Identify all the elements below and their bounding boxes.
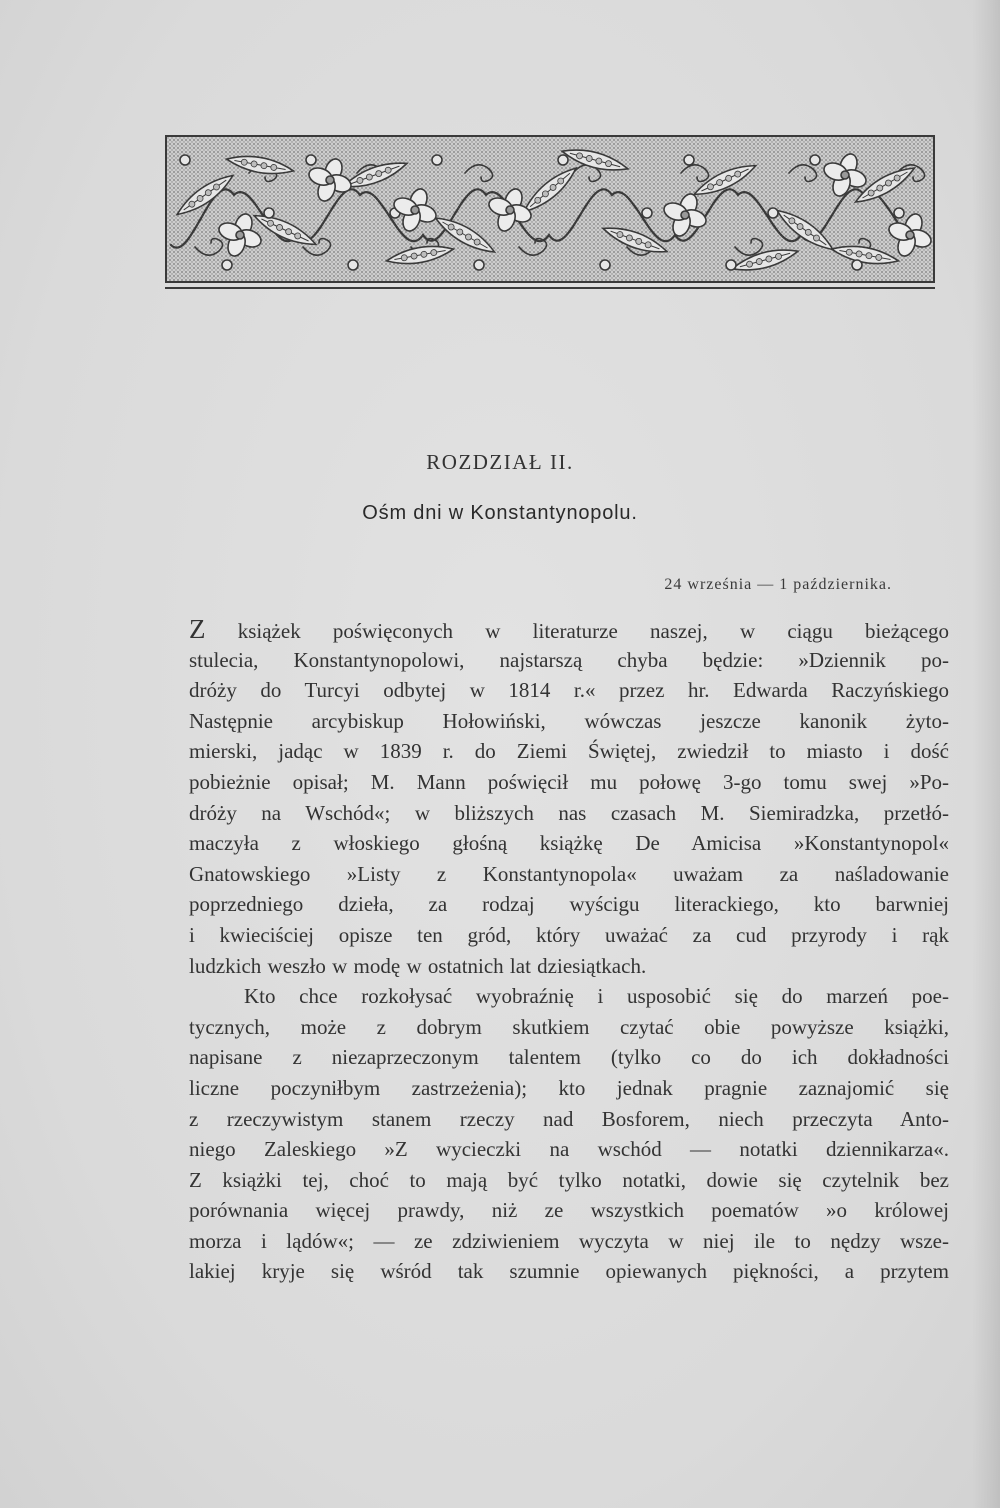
page-edge-shadow — [972, 0, 1000, 1508]
bud-icon — [474, 260, 484, 270]
text-line: poprzedniego dzieła, za rodzaj wyścigu literackiego, kto barwniej — [189, 892, 949, 917]
text-line: niego Zaleskiego »Z wycieczki na wschód — notatki dziennikarza«. — [189, 1137, 949, 1162]
bud-icon — [642, 208, 652, 218]
text-line: napisane z niezaprzeczonym talentem (tylko co do ich dokładności — [189, 1045, 949, 1070]
body-text — [189, 614, 949, 1287]
bud-icon — [222, 260, 232, 270]
bud-icon — [264, 208, 274, 218]
text-line: pobieżnie opisał; M. Mann poświęcił mu połowę 3-go tomu swej »Po- — [189, 769, 949, 794]
text-line: stulecia, Konstantynopolowi, najstarszą chyba będzie: »Dziennik po- — [189, 647, 949, 672]
chapter-dateline: 24 września — 1 października. — [664, 576, 892, 593]
text-line: tycznych, może z dobrym skutkiem czytać obie powyższe książki, — [189, 1014, 949, 1039]
text-line: morza i lądów«; — ze zdziwieniem wyczyta w niej ile to nędzy wsze- — [189, 1228, 949, 1253]
text-line: Następnie arcybiskup Hołowiński, wówczas jeszcze kanonik żyto- — [189, 708, 949, 733]
text-line: i kwieciściej opisze ten gród, który uważać za cud przyrody i rąk — [189, 922, 949, 947]
text-line: liczne poczyniłbym zastrzeżenia); kto jednak pragnie zaznajomić się — [189, 1075, 949, 1100]
bud-icon — [684, 155, 694, 165]
text-line: dróży na Wschód«; w bliższych nas czasach M. Siemiradzka, przetłó- — [189, 800, 949, 825]
text-line: Z książek poświęconych w literaturze naszej, w ciągu bieżącego — [189, 614, 949, 644]
drop-cap: Z — [189, 614, 206, 644]
bud-icon — [894, 208, 904, 218]
text-line: dróży do Turcyi odbytej w 1814 r.« przez hr. Edwarda Raczyńskiego — [189, 678, 949, 703]
paragraph-1 — [189, 614, 949, 981]
bud-icon — [348, 260, 358, 270]
text-line: mierski, jadąc w 1839 r. do Ziemi Świętej, zwiedził to miasto i dość — [189, 739, 949, 764]
bud-icon — [768, 208, 778, 218]
text-line: maczyła z włoskiego głośną książkę De Amicisa »Konstantynopol« — [189, 831, 949, 856]
bud-icon — [306, 155, 316, 165]
text-line: ludzkich weszło w modę w ostatnich lat dziesiątkach. — [189, 953, 647, 978]
bud-icon — [600, 260, 610, 270]
bud-icon — [852, 260, 862, 270]
floral-headpiece-ornament — [165, 135, 935, 290]
bud-icon — [558, 155, 568, 165]
chapter-heading: ROZDZIAŁ II. — [426, 450, 574, 474]
bud-icon — [432, 155, 442, 165]
bud-icon — [726, 260, 736, 270]
paragraph-2 — [189, 981, 949, 1287]
chapter-title: Ośm dni w Konstantynopolu. — [362, 502, 638, 524]
text-line: Gnatowskiego »Listy z Konstantynopola« uważam za naśladowanie — [189, 861, 949, 886]
bud-icon — [810, 155, 820, 165]
bud-icon — [180, 155, 190, 165]
text-line: porównania więcej prawdy, niż ze wszystkich poematów »o królowej — [189, 1198, 949, 1223]
text-line: Z książki tej, choć to mają być tylko notatki, dowie się czytelnik bez — [189, 1167, 949, 1192]
text-line: z rzeczywistym stanem rzeczy nad Bosforem, niech przeczyta Anto- — [189, 1106, 949, 1131]
text-line: lakiej kryje się wśród tak szumnie opiewanych piękności, a przytem — [189, 1259, 949, 1284]
text-line: Kto chce rozkołysać wyobraźnię i usposobić się do marzeń poe- — [244, 984, 949, 1009]
